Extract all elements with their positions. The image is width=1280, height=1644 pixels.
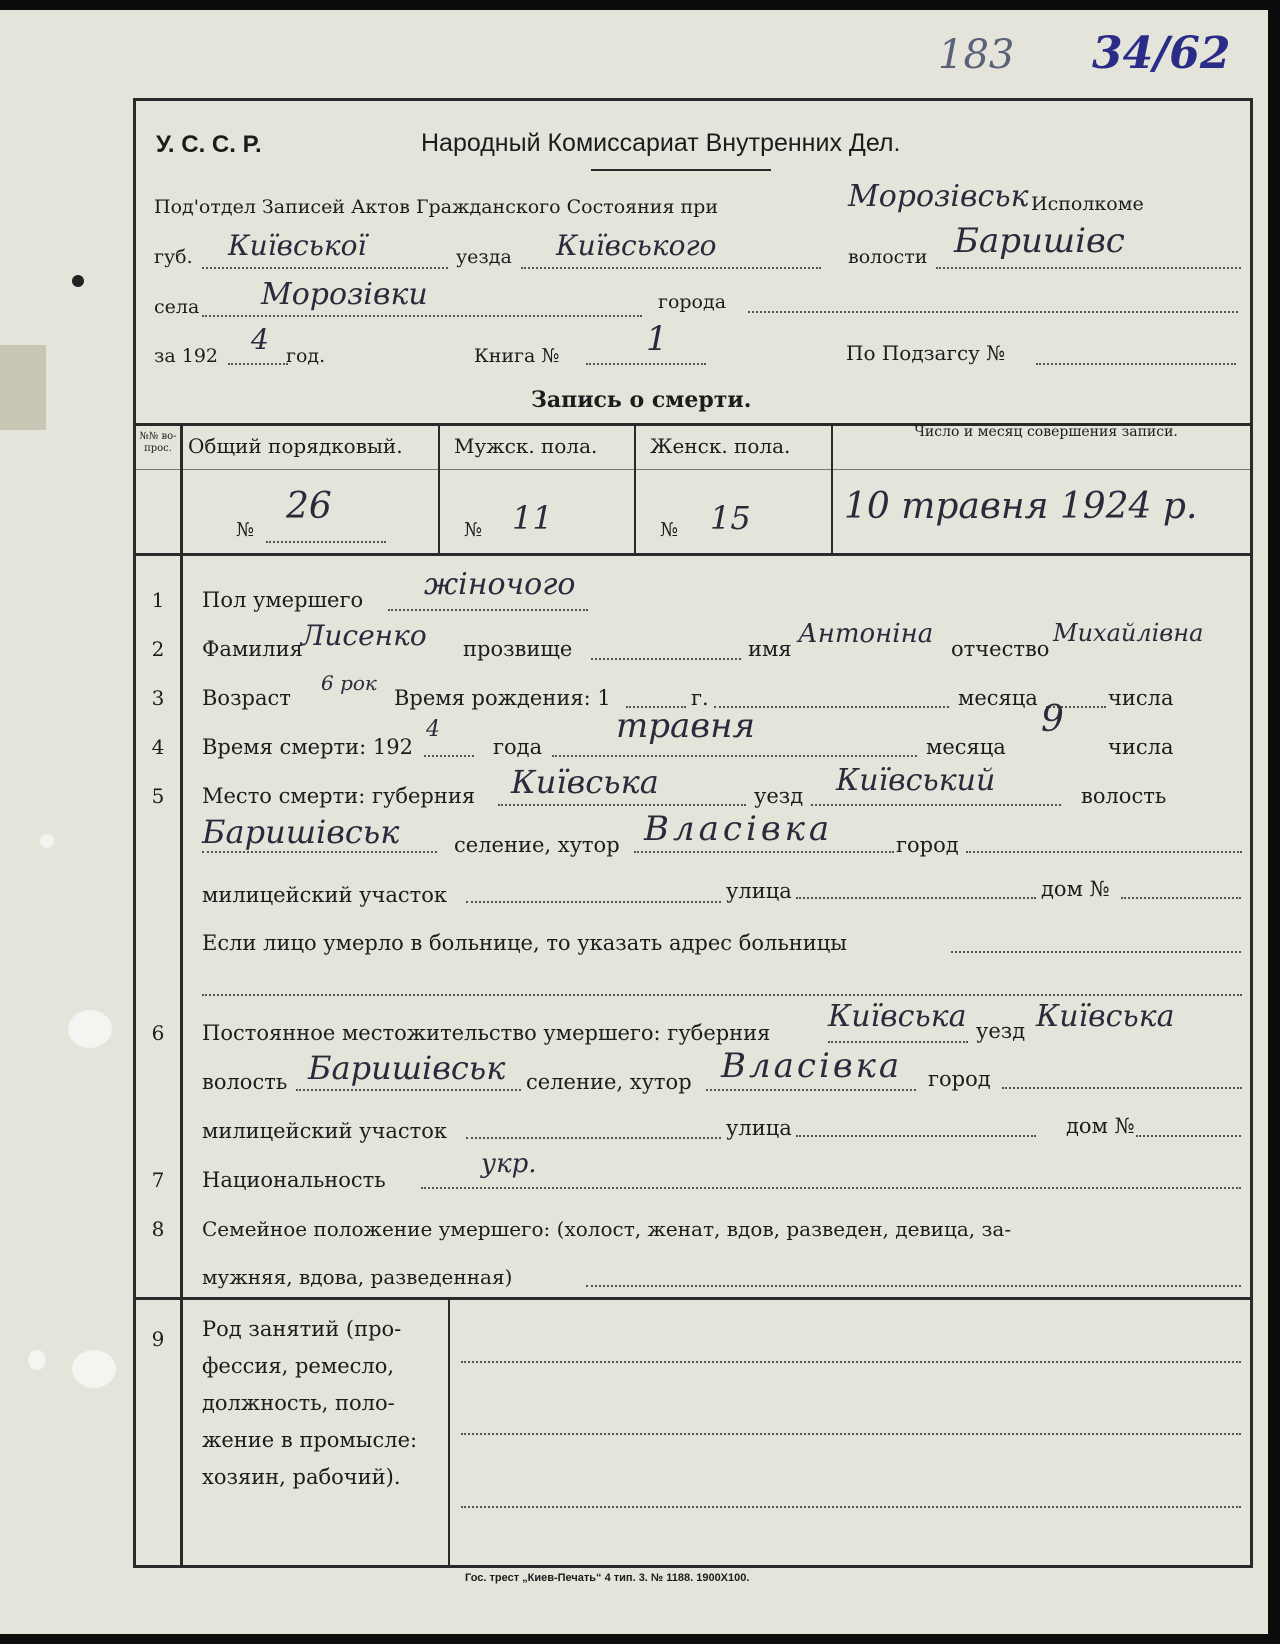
res-house-label: дом №: [1066, 1114, 1135, 1138]
table-header-rule: [136, 469, 1250, 470]
place-village-line: [634, 851, 894, 853]
death-year-word: года: [493, 735, 543, 759]
place-label: Место смерти: губерния: [202, 784, 476, 808]
record-title: Запись о смерти.: [531, 387, 752, 413]
name-label: имя: [748, 637, 792, 661]
occupation-col-rule: [448, 1297, 450, 1568]
male-no: №: [464, 519, 482, 541]
male-value: 11: [512, 499, 553, 537]
place-village-value: Власівка: [644, 809, 834, 849]
death-day-value: 9: [1041, 699, 1064, 740]
gorod-line: [748, 311, 1238, 313]
female-value: 15: [710, 499, 751, 537]
death-month-value: травня: [616, 706, 755, 746]
res-uezd-value: Київська: [1036, 999, 1175, 1034]
occupation-line-1: [461, 1361, 1241, 1363]
place-militia-label: милицейский участок: [202, 883, 448, 907]
female-header: Женск. пола.: [650, 434, 791, 458]
table-bottom-rule: [136, 553, 1250, 556]
uezd-value: Київського: [556, 229, 717, 262]
place-house-label: дом №: [1041, 877, 1110, 901]
nationality-label: Национальность: [202, 1168, 386, 1192]
document-sheet: [0, 10, 1268, 1634]
res-village-line: [706, 1089, 916, 1091]
death-label: Время смерти: 192: [202, 735, 413, 759]
row-number: 9: [151, 1327, 165, 1351]
date-value: 10 травня 1924 р.: [844, 486, 1198, 527]
place-volost-value: Баришівськ: [202, 813, 400, 851]
hospital-line-2: [202, 994, 1242, 996]
general-no: №: [236, 519, 254, 541]
death-month-label: месяца: [926, 735, 1006, 759]
name-value: Антоніна: [798, 619, 934, 649]
residence-label: Постоянное местожительство умершего: губерния: [202, 1021, 771, 1045]
res-gub-value: Київська: [828, 999, 967, 1034]
res-volost-line: [296, 1089, 521, 1091]
row-number: 2: [151, 637, 165, 661]
res-gub-line: [828, 1041, 968, 1043]
book-value: 1: [646, 319, 668, 359]
place-volost-line: [202, 851, 437, 853]
age-label: Возраст: [202, 686, 291, 710]
place-house-line: [1121, 897, 1241, 899]
selo-line: [202, 315, 642, 317]
res-village-value: Власівка: [721, 1046, 903, 1086]
section-rule: [136, 1297, 1250, 1300]
occupation-line: жение в промысле:: [202, 1428, 418, 1452]
place-uezd-value: Київський: [836, 763, 996, 798]
patronymic-value: Михайлівна: [1053, 619, 1204, 647]
death-year-value: 4: [426, 717, 440, 742]
place-street-label: улица: [726, 879, 792, 903]
gub-value: Київської: [228, 229, 367, 262]
podzags-label: По Подзагсу №: [846, 341, 1006, 365]
row-number: 3: [151, 686, 165, 710]
punch-hole: [40, 834, 54, 848]
birth-day-label: числа: [1108, 686, 1174, 710]
family-line: [586, 1285, 1241, 1287]
res-volost-label: волость: [202, 1070, 288, 1094]
qnum-header: №№ во-прос.: [139, 431, 177, 454]
book-label: Книга №: [474, 345, 560, 367]
place-gub-value: Київська: [511, 763, 659, 801]
page-number-right: 34/62: [1092, 28, 1231, 79]
surname-label: Фамилия: [202, 637, 303, 661]
surname-value: Лисенко: [301, 619, 427, 652]
res-city-line: [1002, 1087, 1242, 1089]
patronymic-label: отчество: [951, 637, 1050, 661]
nationality-value: укр.: [481, 1149, 537, 1179]
occupation-line-3: [461, 1506, 1241, 1508]
date-header: Число и месяц совершения записи.: [914, 424, 1178, 440]
birth-g: г.: [691, 686, 709, 710]
subdept-value: Морозівськ: [848, 179, 1029, 214]
birth-label: Время рождения: 1: [394, 686, 611, 710]
nationality-line: [421, 1187, 1241, 1189]
general-header: Общий порядковый.: [188, 434, 403, 458]
uezd-line: [521, 267, 821, 269]
place-street-line: [796, 897, 1036, 899]
occupation-label: [202, 1311, 417, 1496]
form-frame: [133, 98, 1253, 1568]
occupation-line: фессия, ремесло,: [202, 1354, 395, 1378]
res-house-line: [1136, 1135, 1241, 1137]
torn-edge: [0, 345, 46, 430]
occupation-line-2: [461, 1433, 1241, 1435]
place-gub-line: [498, 804, 746, 806]
punch-hole: [72, 1350, 116, 1388]
podzags-line: [1036, 363, 1236, 365]
res-militia-label: милицейский участок: [202, 1119, 448, 1143]
place-uezd-label: уезд: [754, 784, 804, 808]
place-militia-line: [466, 901, 721, 903]
number-column-rule: [180, 423, 183, 1568]
general-value: 26: [286, 486, 332, 527]
hospital-line: [951, 951, 1241, 953]
volost-line: [936, 267, 1241, 269]
row-number: 4: [151, 735, 165, 759]
occupation-line: хозяин, рабочий).: [202, 1465, 401, 1489]
gub-line: [202, 267, 448, 269]
row-number: 8: [151, 1217, 165, 1241]
row-number: 5: [151, 784, 165, 808]
place-city-line: [966, 851, 1242, 853]
res-city-label: город: [928, 1067, 991, 1091]
punch-hole: [68, 1010, 112, 1048]
volost-label: волости: [848, 246, 928, 268]
female-no: №: [660, 519, 678, 541]
sex-line: [388, 609, 588, 611]
executive-label: Исполкоме: [1031, 193, 1144, 215]
res-militia-line: [466, 1137, 721, 1139]
page-number-left: 183: [938, 32, 1015, 78]
col-rule: [634, 423, 636, 553]
hospital-label: Если лицо умерло в больнице, то указать адрес больницы: [202, 931, 847, 955]
occupation-line: Род занятий (про-: [202, 1317, 402, 1341]
place-village-label: селение, хутор: [454, 833, 620, 857]
subdept-label: Под'отдел Записей Актов Гражданского Состояния при: [154, 196, 718, 218]
family-label: Семейное положение умершего: (холост, женат, вдов, разведен, девица, за-: [202, 1217, 1012, 1241]
nickname-label: прозвище: [463, 637, 573, 661]
year-value: 4: [251, 323, 269, 356]
gub-label: губ.: [154, 246, 193, 268]
death-month-line: [552, 755, 917, 757]
res-uezd-label: уезд: [976, 1019, 1026, 1043]
row-number: 6: [151, 1021, 165, 1045]
punch-hole: [28, 1350, 46, 1370]
nickname-line: [591, 658, 741, 660]
place-city-label: город: [896, 833, 959, 857]
res-street-line: [796, 1135, 1036, 1137]
res-village-label: селение, хутор: [526, 1070, 692, 1094]
col-rule: [831, 423, 833, 553]
year-label: за 192: [154, 345, 218, 367]
row-number: 7: [151, 1168, 165, 1192]
year-suffix: год.: [286, 345, 326, 367]
place-volost-label: волость: [1081, 784, 1167, 808]
place-uezd-line: [811, 804, 1061, 806]
selo-value: Морозівки: [261, 277, 428, 312]
death-year-line: [424, 755, 474, 757]
margin-mark: [72, 275, 84, 287]
res-volost-value: Баришівськ: [308, 1049, 506, 1087]
printer-footer: Гос. трест „Киев-Печать“ 4 тип. 3. № 1188. 1900Х100.: [465, 1572, 750, 1584]
res-street-label: улица: [726, 1116, 792, 1140]
book-line: [586, 363, 706, 365]
row-number: 1: [151, 588, 165, 612]
age-value: 6 рок: [321, 671, 377, 695]
uezd-label: уезда: [456, 246, 512, 268]
male-header: Мужск. пола.: [454, 434, 598, 458]
sex-value: жіночого: [424, 567, 576, 602]
commissariat-title: Народный Комиссариат Внутренних Дел.: [421, 129, 901, 157]
year-line: [228, 363, 288, 365]
death-day-label: числа: [1108, 735, 1174, 759]
col-rule: [438, 423, 440, 553]
title-rule: [591, 169, 771, 171]
sex-label: Пол умершего: [202, 588, 364, 612]
general-line: [266, 541, 386, 543]
birth-month-label: месяца: [958, 686, 1038, 710]
selo-label: села: [154, 296, 200, 318]
occupation-line: должность, поло-: [202, 1391, 395, 1415]
volost-value: Баришівс: [954, 221, 1125, 261]
family-label-2: мужняя, вдова, разведенная): [202, 1265, 513, 1289]
republic-title: У. С. С. Р.: [156, 131, 262, 158]
gorod-label: города: [658, 291, 727, 313]
